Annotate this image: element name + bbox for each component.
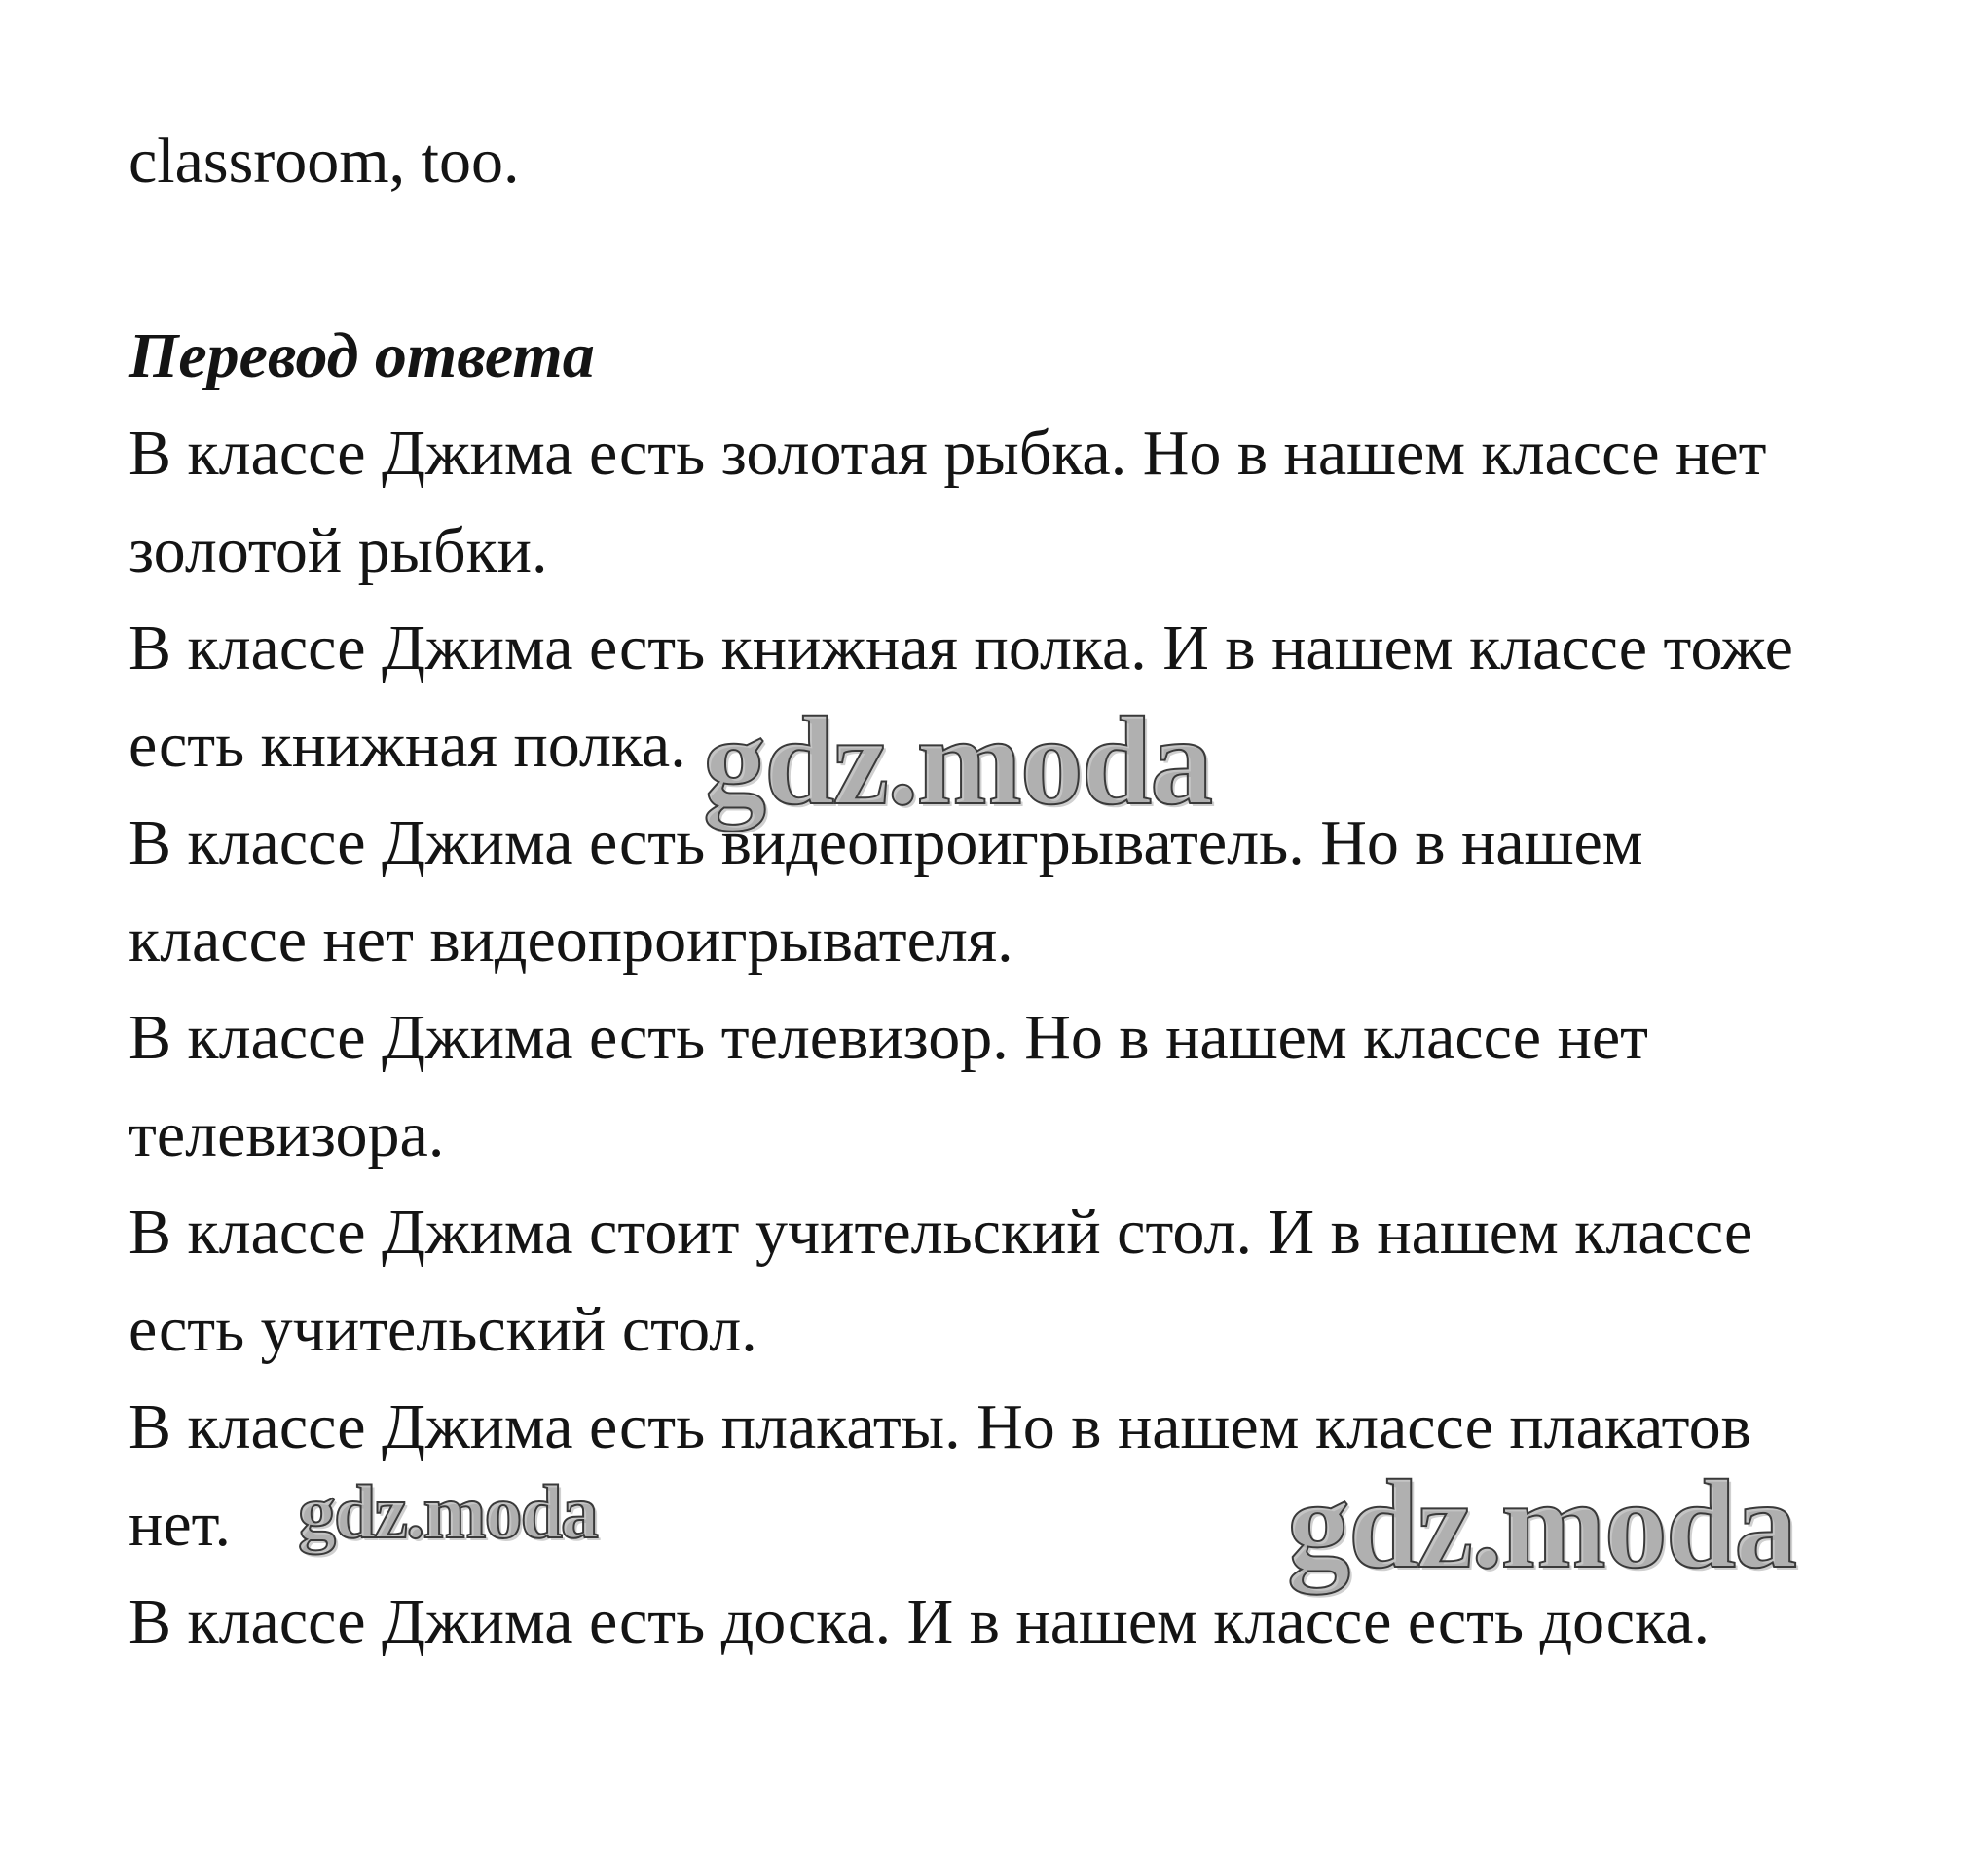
continuation-text: classroom, too. xyxy=(129,126,520,197)
text-line: В классе Джима есть доска. И в нашем классе есть доска. xyxy=(129,1586,1710,1657)
section-heading: Перевод ответа xyxy=(129,320,595,391)
text-line: нет. xyxy=(129,1489,231,1560)
watermark-logo: gdz.moda xyxy=(703,691,1212,832)
text-line: есть учительский стол. xyxy=(129,1294,757,1365)
text-line: В классе Джима есть видеопроигрыватель. Но в нашем xyxy=(129,807,1643,878)
text-line: В классе Джима есть книжная полка. И в нашем классе тоже xyxy=(129,612,1793,684)
text-line: телевизора. xyxy=(129,1099,445,1170)
text-line: В классе Джима есть телевизор. Но в нашем классе нет xyxy=(129,1002,1649,1073)
text-line: В классе Джима есть золотая рыбка. Но в нашем классе нет xyxy=(129,418,1767,489)
text-line: В классе Джима есть плакаты. Но в нашем классе плакатов xyxy=(129,1391,1751,1462)
text-line: классе нет видеопроигрывателя. xyxy=(129,905,1013,976)
text-line: есть книжная полка. xyxy=(129,710,686,781)
text-line: золотой рыбки. xyxy=(129,515,548,586)
text-line: В классе Джима стоит учительский стол. И в нашем классе xyxy=(129,1197,1753,1268)
watermark-logo: gdz.moda xyxy=(1287,1455,1796,1595)
watermark-logo: gdz.moda xyxy=(298,1469,597,1554)
